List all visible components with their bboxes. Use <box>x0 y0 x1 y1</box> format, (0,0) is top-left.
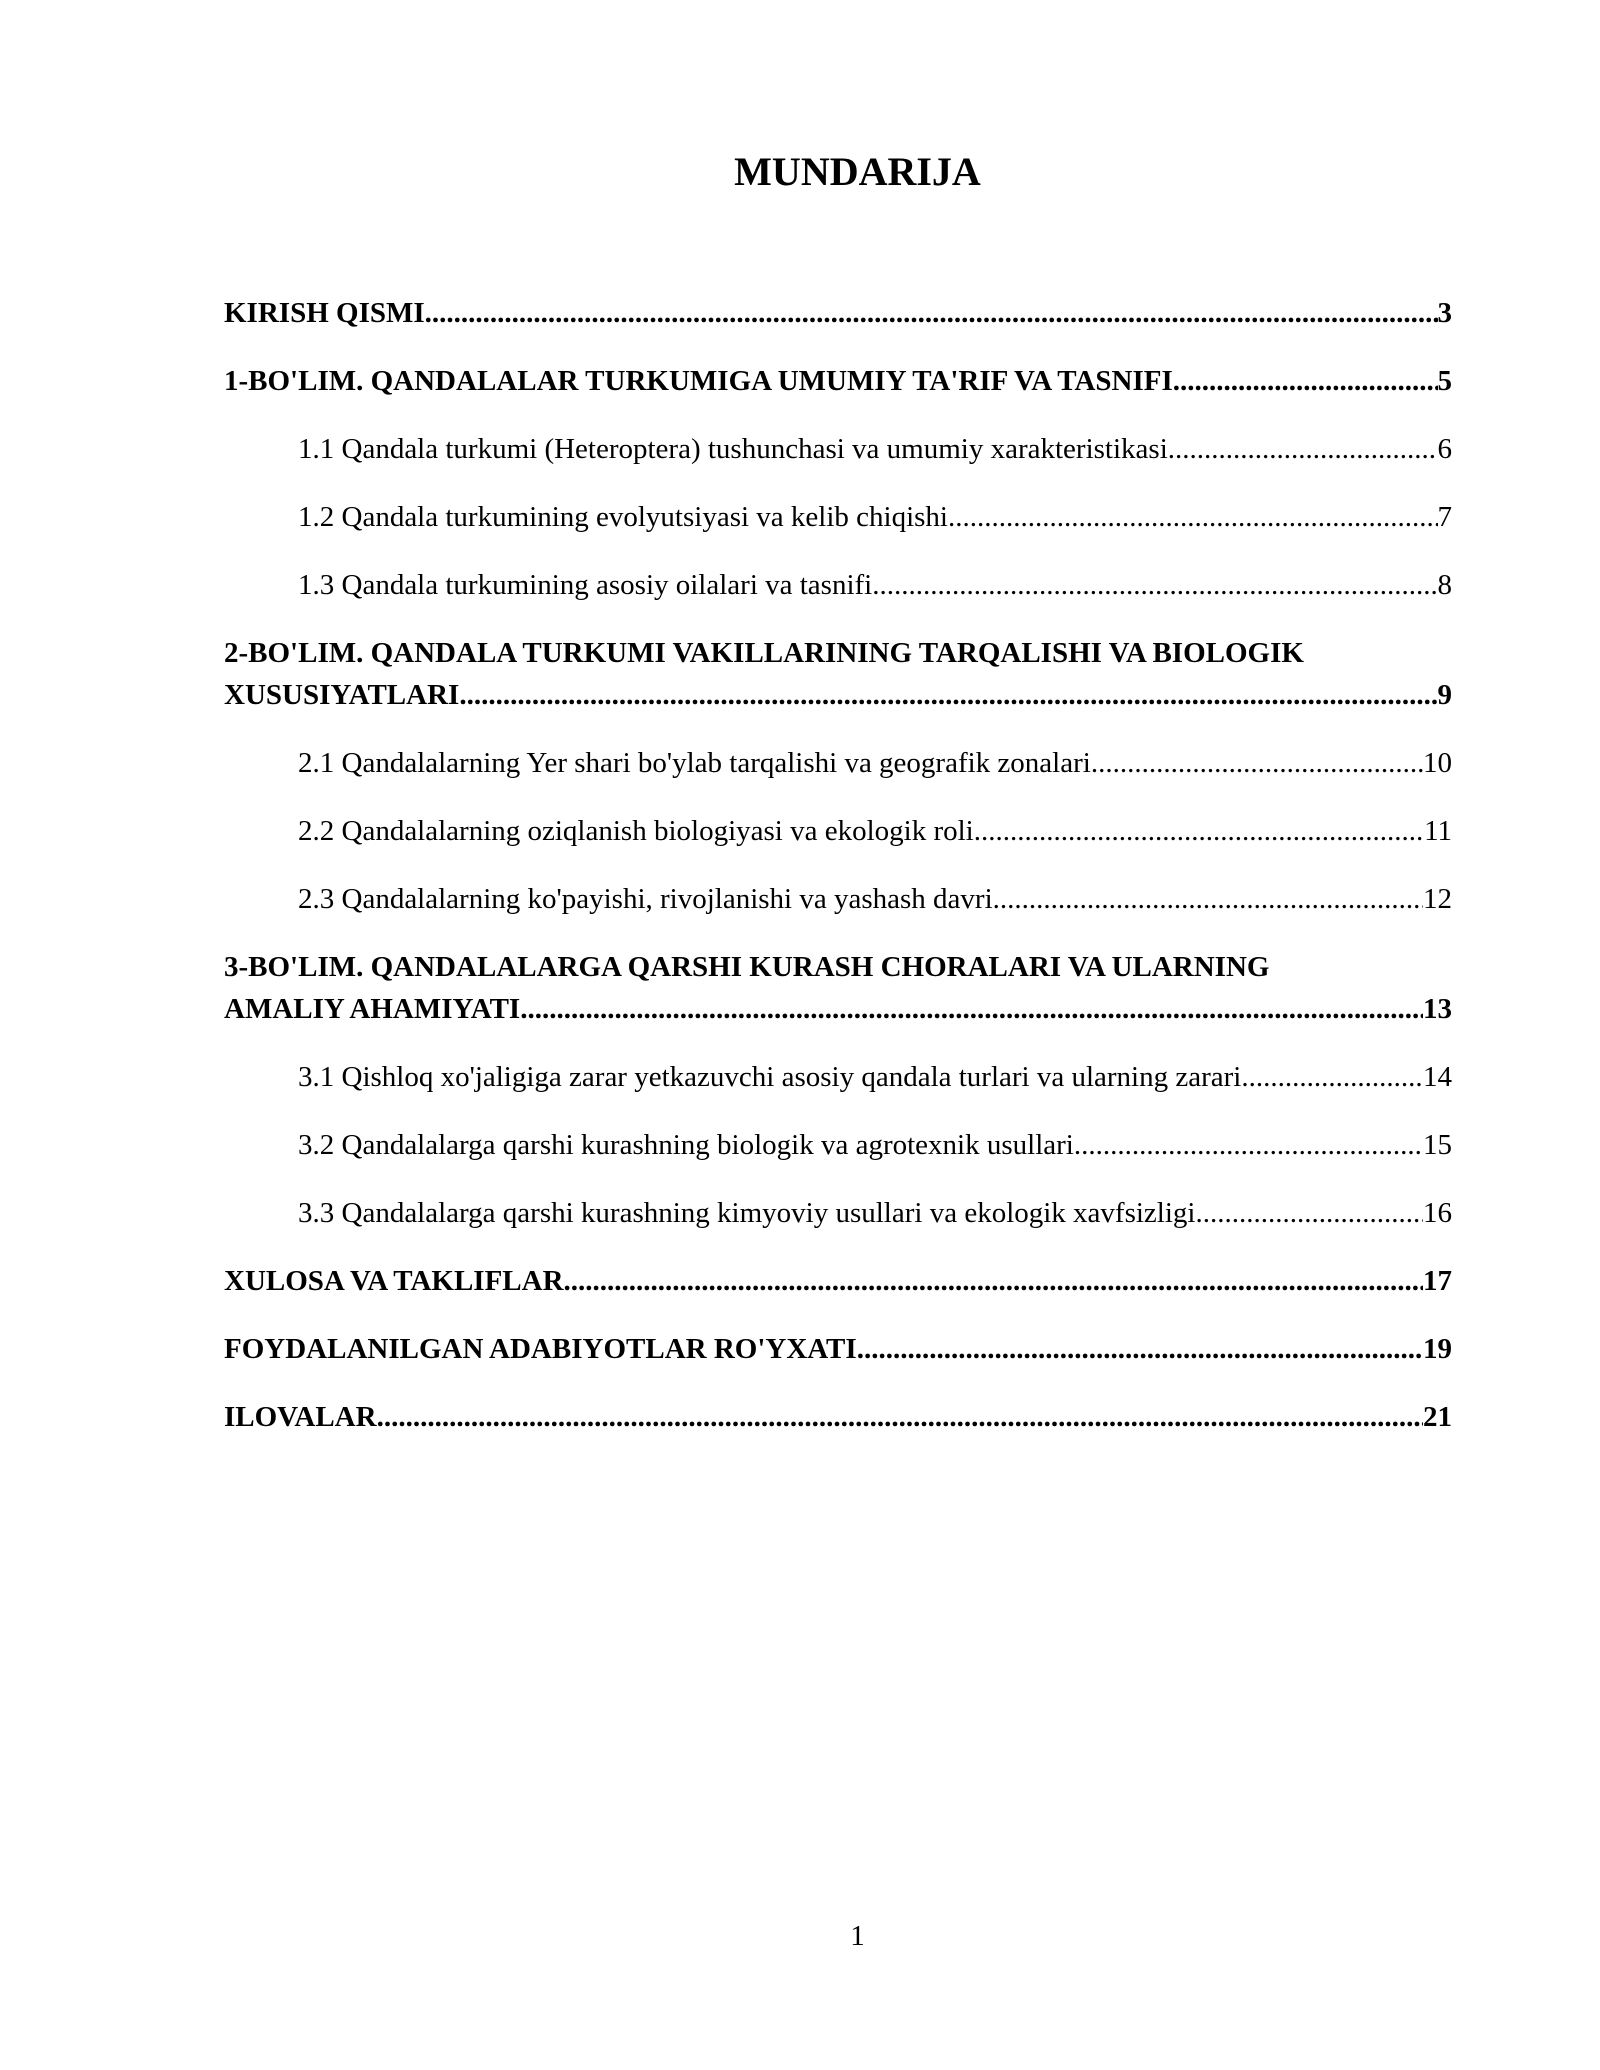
toc-entry-text-line-1: 2-BO'LIM. QANDALA TURKUMI VAKILLARINING TARQALISHI VA BIOLOGIK <box>224 637 1304 669</box>
toc-page-number: 3 <box>1437 297 1452 329</box>
toc-entry-text: 2.3 Qandalalarning ko'payishi, rivojlanishi va yashash davri <box>298 883 993 915</box>
toc-dot-leader <box>1168 428 1438 470</box>
toc-entry-2-3[interactable] <box>224 878 1452 920</box>
toc-entry-text: 1.2 Qandala turkumining evolyutsiyasi va kelib chiqishi <box>298 501 948 533</box>
toc-dot-leader <box>377 1396 1423 1438</box>
toc-dot-leader <box>1091 742 1423 784</box>
toc-page-number: 6 <box>1437 433 1452 465</box>
toc-entry-text: 1.3 Qandala turkumining asosiy oilalari va tasnifi <box>298 569 873 601</box>
toc-entry-text: 3.2 Qandalalarga qarshi kurashning biologik va agrotexnik usullari <box>298 1129 1074 1161</box>
toc-dot-leader <box>993 878 1423 920</box>
toc-dot-leader <box>948 496 1438 538</box>
toc-page-number: 16 <box>1423 1197 1452 1229</box>
page-number: 1 <box>850 1920 865 1952</box>
toc-entry-text: 2.1 Qandalalarning Yer shari bo'ylab tarqalishi va geografik zonalari <box>298 747 1091 779</box>
toc-dot-leader <box>1241 1056 1423 1098</box>
toc-page-number: 10 <box>1423 747 1452 779</box>
toc-entry-text: XUSUSIYATLARI <box>224 679 460 711</box>
toc-page-number: 9 <box>1437 679 1452 711</box>
toc-page-number: 15 <box>1423 1129 1452 1161</box>
toc-entry-kirish[interactable] <box>224 292 1452 334</box>
toc-entry-text-line-1: 3-BO'LIM. QANDALALARGA QARSHI KURASH CHORALARI VA ULARNING <box>224 951 1270 983</box>
toc-page-number: 12 <box>1423 883 1452 915</box>
toc-entry-ilovalar[interactable] <box>224 1396 1452 1438</box>
toc-page-number: 11 <box>1424 815 1452 847</box>
toc-entry-2-2[interactable] <box>224 810 1452 852</box>
toc-dot-leader <box>872 564 1437 606</box>
toc-page-number: 19 <box>1423 1333 1452 1365</box>
toc-entry-text: FOYDALANILGAN ADABIYOTLAR RO'YXATI <box>224 1333 857 1365</box>
toc-entry-bolim-2[interactable] <box>224 632 1452 716</box>
toc-page-number: 8 <box>1437 569 1452 601</box>
toc-entry-text: 2.2 Qandalalarning oziqlanish biologiyasi va ekologik roli <box>298 815 974 847</box>
toc-entry-1-1[interactable] <box>224 428 1452 470</box>
toc-entry-xulosa[interactable] <box>224 1260 1452 1302</box>
toc-dot-leader <box>459 674 1437 716</box>
toc-entry-adabiyotlar[interactable] <box>224 1328 1452 1370</box>
toc-entry-text: 1.1 Qandala turkumi (Heteroptera) tushunchasi va umumiy xarakteristikasi <box>298 433 1168 465</box>
toc-page-number: 17 <box>1423 1265 1452 1297</box>
toc-entry-text: 1-BO'LIM. QANDALALAR TURKUMIGA UMUMIY TA'RIF VA TASNIFI <box>224 365 1173 397</box>
page-title: MUNDARIJA <box>734 149 981 194</box>
toc-entry-text: XULOSA VA TAKLIFLAR <box>224 1265 564 1297</box>
toc-dot-leader <box>425 292 1438 334</box>
toc-page-number: 7 <box>1437 501 1452 533</box>
toc-dot-leader <box>1074 1124 1423 1166</box>
toc-dot-leader <box>974 810 1424 852</box>
toc-dot-leader <box>520 988 1423 1030</box>
toc-entry-text: ILOVALAR <box>224 1401 377 1433</box>
toc-entry-text: AMALIY AHAMIYATI <box>224 993 521 1025</box>
toc-entry-3-3[interactable] <box>224 1192 1452 1234</box>
toc-page-number: 5 <box>1437 365 1452 397</box>
toc-entry-3-2[interactable] <box>224 1124 1452 1166</box>
toc-page-number: 14 <box>1423 1061 1452 1093</box>
toc-dot-leader <box>857 1328 1423 1370</box>
toc-entry-2-1[interactable] <box>224 742 1452 784</box>
toc-dot-leader <box>1173 360 1438 402</box>
toc-page-number: 13 <box>1423 993 1452 1025</box>
toc-entry-text: KIRISH QISMI <box>224 297 425 329</box>
toc-entry-bolim-3[interactable] <box>224 946 1452 1030</box>
table-of-contents <box>224 292 1452 1464</box>
toc-dot-leader <box>1195 1192 1423 1234</box>
toc-entry-text: 3.1 Qishloq xo'jaligiga zarar yetkazuvchi asosiy qandala turlari va ularning zarari <box>298 1061 1242 1093</box>
toc-entry-text: 3.3 Qandalalarga qarshi kurashning kimyoviy usullari va ekologik xavfsizligi <box>298 1197 1196 1229</box>
toc-entry-3-1[interactable] <box>224 1056 1452 1098</box>
toc-page-number: 21 <box>1423 1401 1452 1433</box>
toc-dot-leader <box>564 1260 1423 1302</box>
toc-entry-bolim-1[interactable] <box>224 360 1452 402</box>
toc-entry-1-3[interactable] <box>224 564 1452 606</box>
toc-entry-1-2[interactable] <box>224 496 1452 538</box>
